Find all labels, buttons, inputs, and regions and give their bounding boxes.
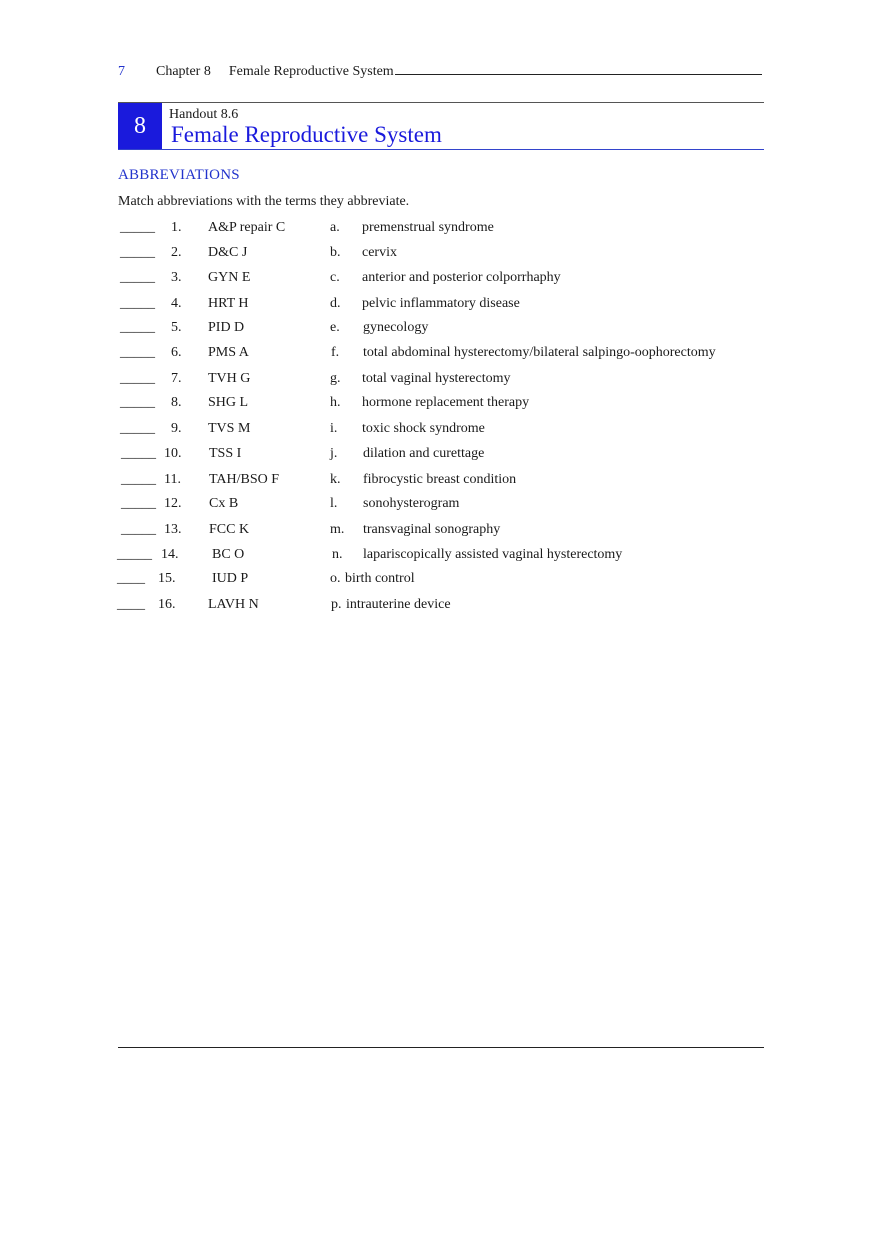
item-number: 5. — [171, 320, 182, 335]
term-text: premenstrual syndrome — [362, 220, 494, 235]
item-number: 14. — [161, 547, 179, 562]
abbreviation: Cx B — [209, 496, 239, 511]
answer-blank[interactable]: _____ — [120, 270, 155, 285]
abbreviation: D&C J — [208, 245, 248, 260]
item-number: 11. — [164, 472, 181, 487]
abbreviation: PID D — [208, 320, 245, 335]
answer-blank[interactable]: _____ — [120, 220, 155, 235]
item-number: 12. — [164, 496, 182, 511]
term-letter: j. — [330, 446, 338, 461]
term-letter: e. — [330, 320, 340, 335]
item-number: 4. — [171, 296, 182, 311]
item-number: 2. — [171, 245, 182, 260]
answer-blank[interactable]: _____ — [117, 547, 152, 562]
term-text: anterior and posterior colporrhaphy — [362, 270, 561, 285]
term-letter: h. — [330, 395, 341, 410]
footer-rule — [118, 1047, 764, 1048]
chapter-number-box: 8 — [118, 103, 162, 149]
term-text: hormone replacement therapy — [362, 395, 530, 410]
term-text: intrauterine device — [346, 597, 451, 612]
answer-blank[interactable]: ____ — [117, 571, 145, 586]
term-text: total vaginal hysterectomy — [362, 371, 511, 386]
term-letter: i. — [330, 421, 338, 436]
term-text: birth control — [345, 571, 415, 586]
item-number: 3. — [171, 270, 182, 285]
answer-blank[interactable]: _____ — [120, 345, 155, 360]
instructions: Match abbreviations with the terms they abbreviate. — [118, 194, 410, 209]
answer-blank[interactable]: _____ — [120, 245, 155, 260]
term-letter: n. — [332, 547, 343, 562]
term-text: lapariscopically assisted vaginal hysterectomy — [363, 547, 623, 562]
item-number: 6. — [171, 345, 182, 360]
term-text: cervix — [362, 245, 397, 260]
item-number: 13. — [164, 522, 182, 537]
term-letter: c. — [330, 270, 340, 285]
answer-blank[interactable]: _____ — [120, 395, 155, 410]
answer-blank[interactable]: _____ — [120, 371, 155, 386]
abbreviation: IUD P — [212, 571, 249, 586]
abbreviation: HRT H — [208, 296, 249, 311]
item-number: 1. — [171, 220, 182, 235]
item-number: 15. — [158, 571, 176, 586]
header-rule — [395, 62, 762, 75]
abbreviation: GYN E — [208, 270, 251, 285]
term-letter: a. — [330, 220, 340, 235]
answer-blank[interactable]: _____ — [121, 446, 156, 461]
section-heading: ABBREVIATIONS — [118, 167, 240, 183]
term-letter: d. — [330, 296, 341, 311]
term-text: gynecology — [363, 320, 429, 335]
answer-blank[interactable]: _____ — [120, 320, 155, 335]
answer-blank[interactable]: _____ — [121, 522, 156, 537]
term-text: pelvic inflammatory disease — [362, 296, 520, 311]
item-number: 7. — [171, 371, 182, 386]
term-letter: l. — [330, 496, 338, 511]
term-letter: g. — [330, 371, 341, 386]
term-letter: b. — [330, 245, 341, 260]
abbreviation: A&P repair C — [208, 220, 286, 235]
item-number: 16. — [158, 597, 176, 612]
term-text: total abdominal hysterectomy/bilateral salpingo-oophorectomy — [363, 345, 716, 360]
term-letter: p. — [331, 597, 342, 612]
item-number: 9. — [171, 421, 182, 436]
term-letter: o. — [330, 571, 341, 586]
answer-blank[interactable]: _____ — [120, 421, 155, 436]
term-text: dilation and curettage — [363, 446, 485, 461]
term-letter: m. — [330, 522, 345, 537]
handout-title-block — [118, 102, 764, 150]
item-number: 8. — [171, 395, 182, 410]
chapter-title: Female Reproductive System — [228, 64, 394, 79]
running-header — [118, 62, 762, 81]
term-text: sonohysterogram — [363, 496, 460, 511]
term-text: fibrocystic breast condition — [363, 472, 517, 487]
chapter-label: Chapter 8 — [156, 64, 211, 79]
abbreviation: TAH/BSO F — [209, 472, 280, 487]
page-number: 7 — [118, 64, 125, 79]
abbreviation: TVS M — [208, 421, 251, 436]
answer-blank[interactable]: _____ — [120, 296, 155, 311]
term-text: transvaginal sonography — [363, 522, 501, 537]
abbreviation: PMS A — [208, 345, 249, 360]
abbreviation: BC O — [212, 547, 245, 562]
handout-title: Female Reproductive System — [171, 122, 442, 147]
abbreviation: TVH G — [208, 371, 251, 386]
answer-blank[interactable]: _____ — [121, 496, 156, 511]
item-number: 10. — [164, 446, 182, 461]
answer-blank[interactable]: ____ — [117, 597, 145, 612]
term-text: toxic shock syndrome — [362, 421, 485, 436]
abbreviation: SHG L — [208, 395, 249, 410]
abbreviation: TSS I — [209, 446, 242, 461]
answer-blank[interactable]: _____ — [121, 472, 156, 487]
abbreviation: LAVH N — [208, 597, 259, 612]
abbreviation: FCC K — [209, 522, 250, 537]
term-letter: k. — [330, 472, 341, 487]
term-letter: f. — [331, 345, 340, 360]
handout-label: Handout 8.6 — [169, 107, 239, 122]
